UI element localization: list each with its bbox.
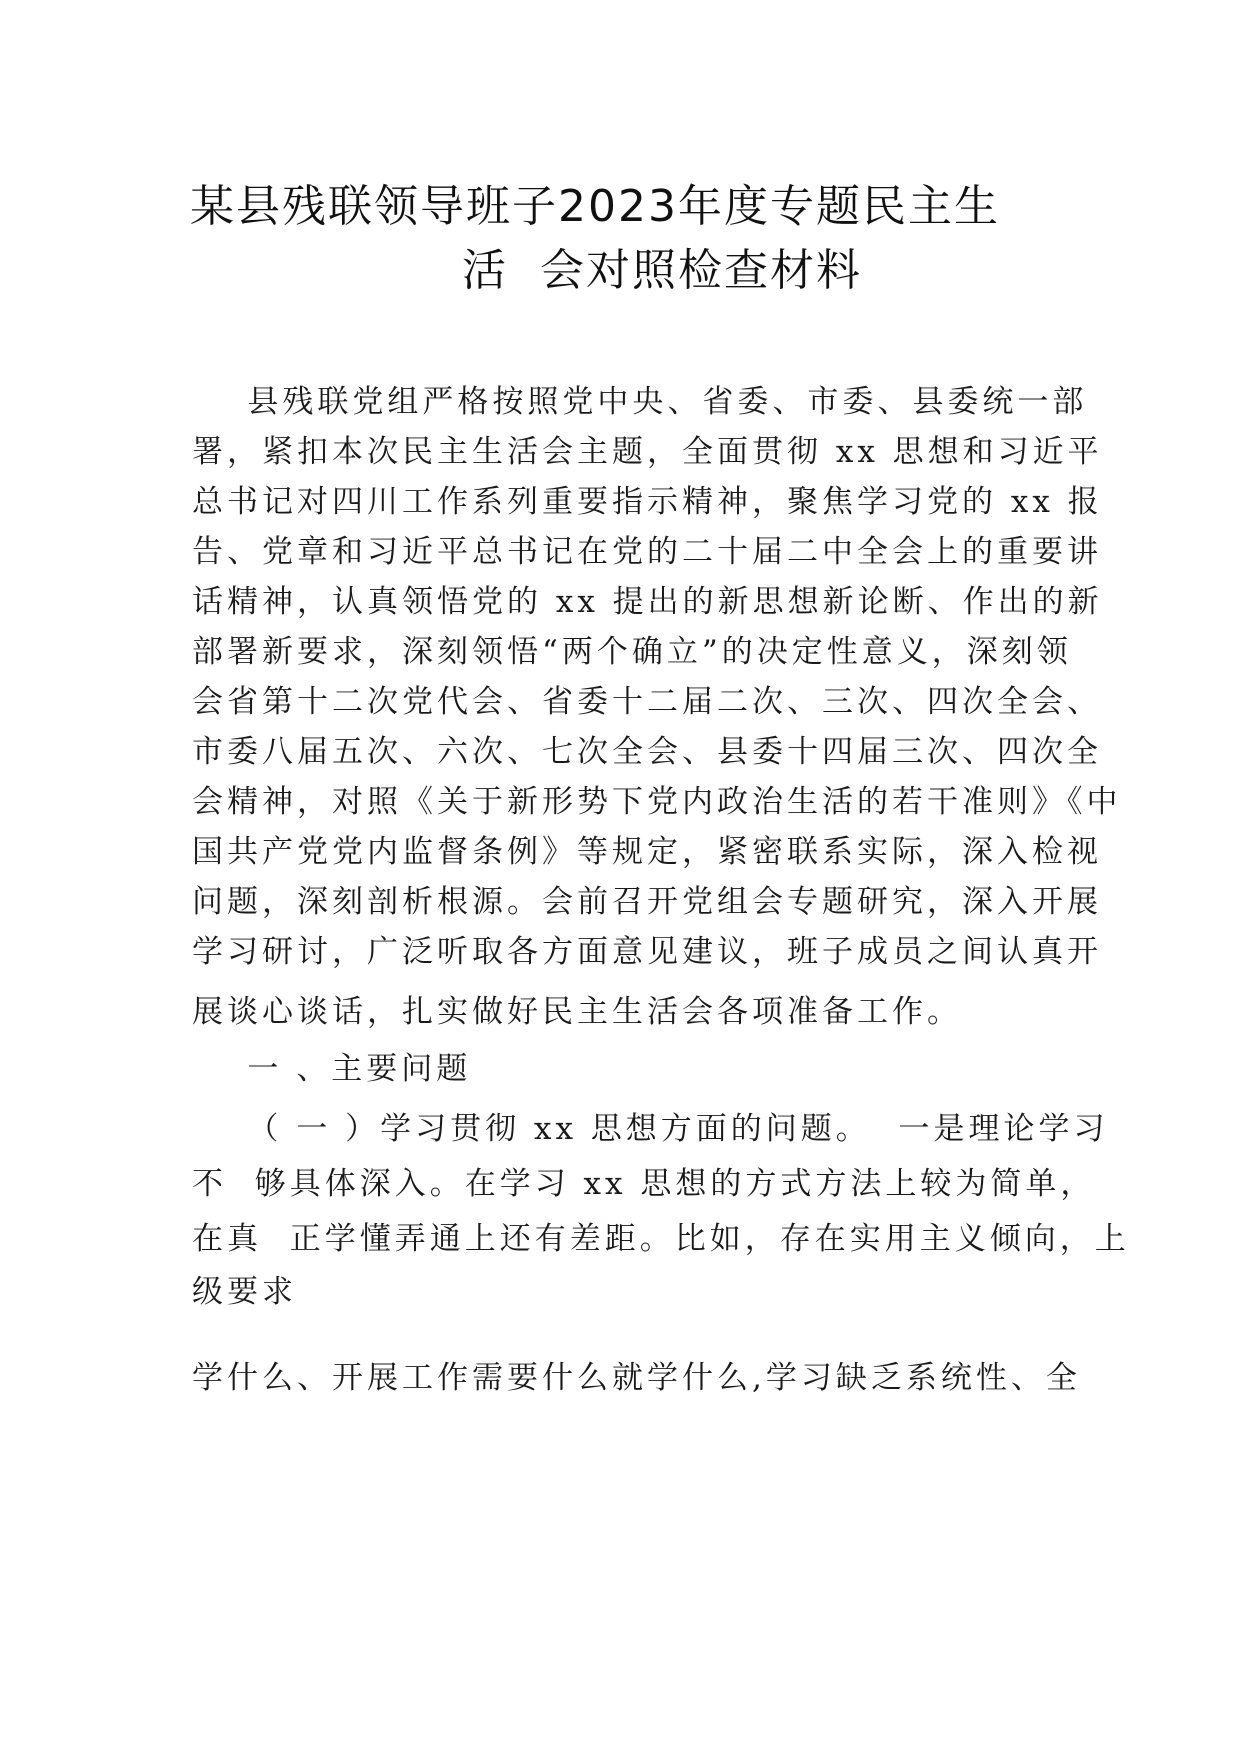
body-line: 问题，深刻剖析根源。会前召开党组会专题研究，深入开展 xyxy=(192,884,1102,920)
body-line: 会精神，对照《关于新形势下党内政治生活的若干准则》《中 xyxy=(192,784,1122,820)
body-line: 学什么、开展工作需要什么就学什么,学习缺乏系统性、全 xyxy=(192,1360,1081,1396)
body-line: 展谈心谈话，扎实做好民主生活会各项准备工作。 xyxy=(192,994,962,1030)
body-line: （ 一 ）学习贯彻 xx 思想方面的问题。 一是理论学习 xyxy=(192,1111,1109,1147)
body-line: 话精神，认真领悟党的 xx 提出的新思想新论断、作出的新 xyxy=(192,584,1103,620)
title-line: 某县残联领导班子2023年度专题民主生 xyxy=(190,181,1000,232)
body-line: 学习研讨，广泛听取各方面意见建议，班子成员之间认真开 xyxy=(192,934,1102,970)
body-line: 告、党章和习近平总书记在党的二十届二中全会上的重要讲 xyxy=(192,534,1102,570)
body-line: 署，紧扣本次民主生活会主题，全面贯彻 xx 思想和习近平 xyxy=(192,434,1103,470)
body-line: 会省第十二次党代会、省委十二届二次、三次、四次全会、 xyxy=(192,684,1102,720)
body-line: 国共产党党内监督条例》等规定，紧密联系实际，深入检视 xyxy=(192,834,1102,870)
body-line: 总书记对四川工作系列重要指示精神，聚焦学习党的 xx 报 xyxy=(192,484,1103,520)
body-line: 在真 正学懂弄通上还有差距。比如，存在实用主义倾向，上 xyxy=(192,1221,1130,1257)
body-line: 市委八届五次、六次、七次全会、县委十四届三次、四次全 xyxy=(192,734,1102,770)
body-line: 县残联党组严格按照党中央、省委、市委、县委统一部 xyxy=(192,384,1088,420)
body-line: 级要求 xyxy=(192,1274,297,1310)
section-heading: 一 、主要问题 xyxy=(192,1051,472,1087)
body-line: 不 够具体深入。在学习 xx 思想的方式方法上较为简单， xyxy=(192,1166,1096,1202)
title-line: 活 会对照检查材料 xyxy=(462,245,862,296)
body-line: 部署新要求，深刻领悟“两个确立”的决定性意义，深刻领 xyxy=(192,634,1072,670)
